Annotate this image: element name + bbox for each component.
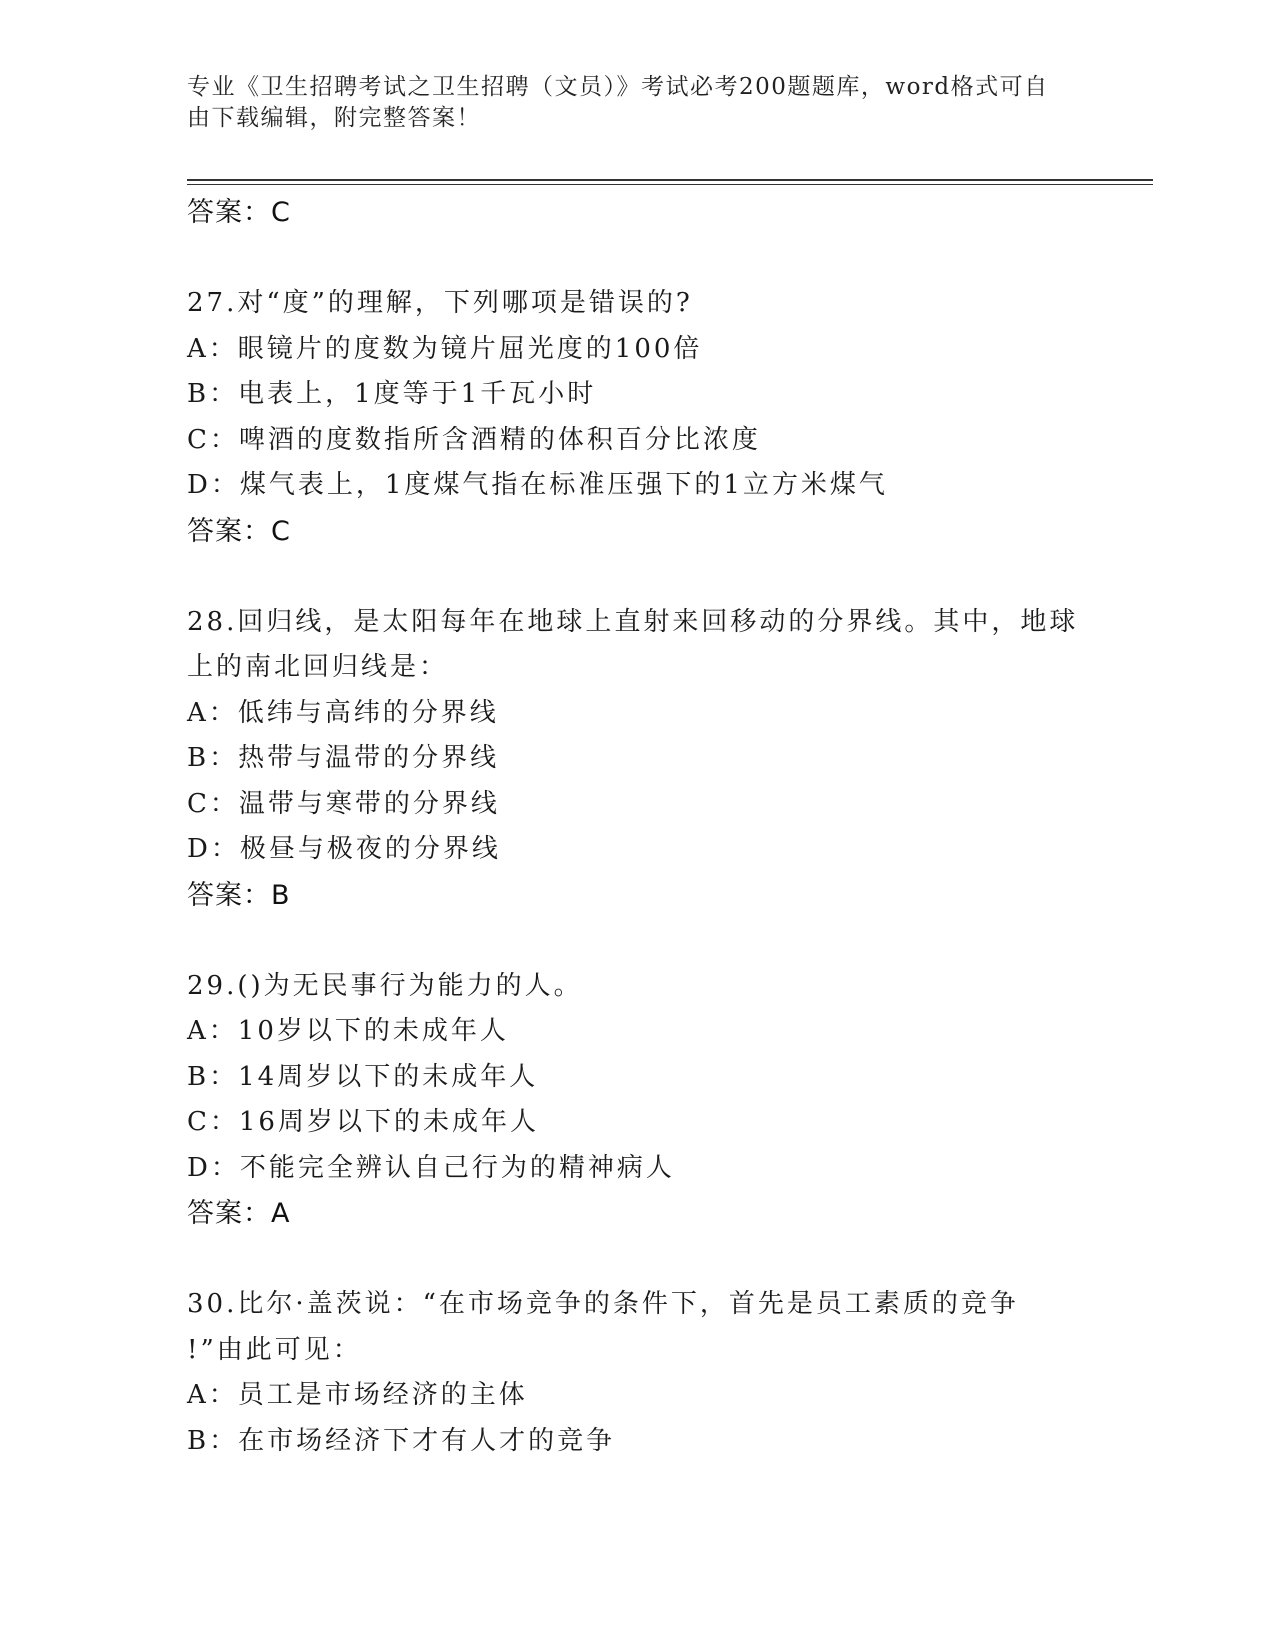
question-28 <box>187 600 1087 918</box>
spacer <box>187 554 1087 600</box>
option-d: D：煤气表上，1度煤气指在标准压强下的1立方米煤气 <box>187 470 888 500</box>
option-b: B：热带与温带的分界线 <box>187 743 500 773</box>
question-27 <box>187 281 1087 554</box>
spacer <box>187 1236 1087 1282</box>
option-b: B：在市场经济下才有人才的竞争 <box>187 1425 616 1456</box>
option-d: D：极昼与极夜的分界线 <box>187 834 501 864</box>
header-line-2: 由下载编辑，附完整答案！ <box>187 105 481 131</box>
answer: 答案：C <box>187 515 291 547</box>
question-stem <box>187 964 1087 1010</box>
header-line-1: 专业《卫生招聘考试之卫生招聘（文员）》考试必考200题题库，word格式可自 <box>187 74 1049 100</box>
option-a: A：眼镜片的度数为镜片屈光度的100倍 <box>187 333 703 364</box>
option-b: B：14周岁以下的未成年人 <box>187 1061 539 1092</box>
header-divider-thick <box>187 179 1153 181</box>
header-divider-thin <box>187 184 1153 185</box>
question-stem <box>187 281 1087 327</box>
option-b: B：电表上，1度等于1千瓦小时 <box>187 379 597 409</box>
question-stem <box>187 1282 1087 1373</box>
question-30 <box>187 1282 1087 1464</box>
option-c: C：温带与寒带的分界线 <box>187 788 500 819</box>
option-d: D：不能完全辨认自己行为的精神病人 <box>187 1152 675 1183</box>
question-stem-line-2: 上的南北回归线是： <box>187 652 449 682</box>
question-stem-line-2: !”由此可见： <box>187 1334 362 1365</box>
question-stem-line-1: 30.比尔·盖茨说：“在市场竞争的条件下，首先是员工素质的竞争 <box>187 1289 1019 1319</box>
question-stem-line-1: 27.对“度”的理解，下列哪项是错误的? <box>187 288 693 318</box>
answer: 答案：A <box>187 1198 291 1229</box>
question-stem <box>187 600 1087 691</box>
option-c: C：啤酒的度数指所含酒精的体积百分比浓度 <box>187 424 761 455</box>
question-list <box>187 190 1087 1464</box>
spacer <box>187 235 1087 281</box>
option-a: A：10岁以下的未成年人 <box>187 1016 509 1046</box>
spacer <box>187 918 1087 964</box>
document-header <box>187 72 1067 134</box>
option-a: A：员工是市场经济的主体 <box>187 1380 528 1410</box>
question-stem-line-1: 29.()为无民事行为能力的人。 <box>187 970 583 1001</box>
option-a: A：低纬与高纬的分界线 <box>187 697 499 728</box>
answer: 答案：B <box>187 879 291 911</box>
leading-answer: 答案：C <box>187 197 291 228</box>
question-stem-line-1: 28.回归线，是太阳每年在地球上直射来回移动的分界线。其中，地球 <box>187 606 1079 637</box>
option-c: C：16周岁以下的未成年人 <box>187 1107 539 1137</box>
question-29 <box>187 964 1087 1237</box>
